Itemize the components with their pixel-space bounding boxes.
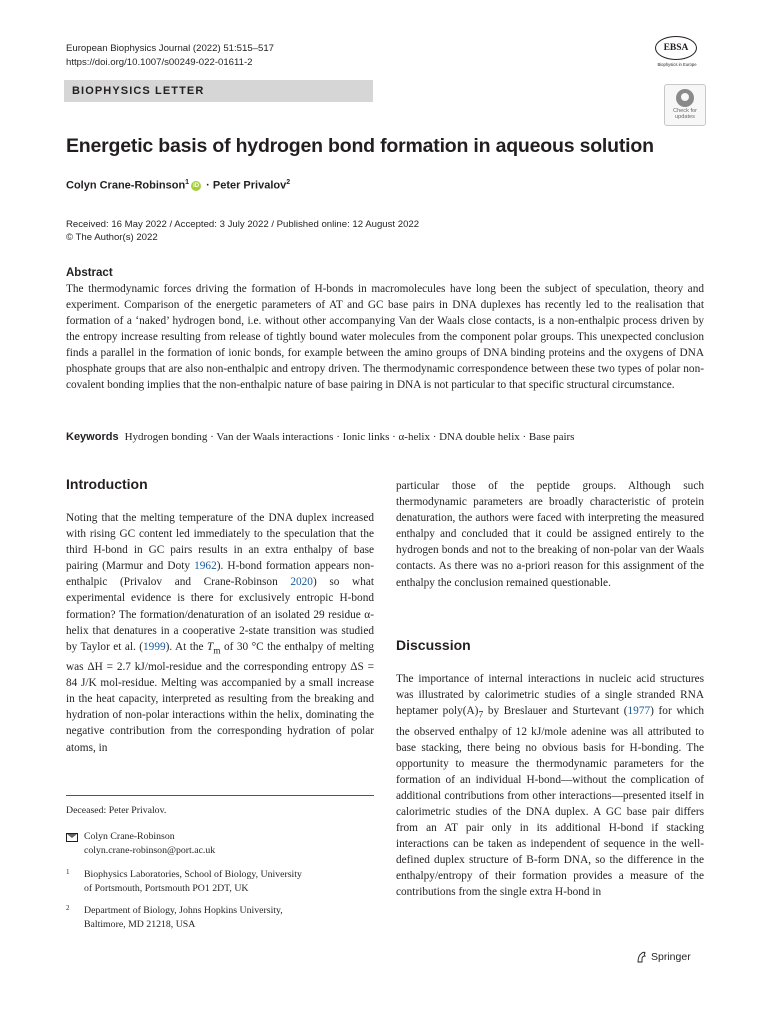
body-text: ). At the [165, 640, 207, 653]
ebsa-logo-tagline: Biophysics in Europe [657, 62, 697, 67]
orcid-icon[interactable]: iD [193, 182, 200, 189]
body-text: Noting that the melting temperature of the DNA duplex increased with rising GC content led immediately to the speculation that the third H-bond in GC pairs results in an extra enthalpy of base pairing (Marmur and Doty [66, 512, 374, 573]
affiliation-line: Baltimore, MD 21218, USA [84, 918, 196, 930]
author-list [66, 179, 290, 192]
subscript: 7 [478, 710, 484, 721]
author-name[interactable]: Colyn Crane-Robinson [66, 179, 186, 192]
article-title: Energetic basis of hydrogen bond formation in aqueous solution [66, 135, 654, 157]
introduction-continued: particular those of the peptide groups. Although such thermodynamic parameters are broadly characteristic of protein denaturation, the authors were faced with interpreting the measured enthalpy and concluded that it could be assigned entirely to the hydrogen bonds and not to the breaking of non-polar van der Waals contacts. As there was no a-priori reason for this assignment of the enthalpy the conclusion remained questionable. [396, 480, 704, 589]
affiliation-2 [84, 904, 283, 931]
keywords-heading: Keywords [66, 431, 119, 443]
abstract-heading: Abstract [66, 267, 113, 279]
body-text: The importance of internal interactions in nucleic acid structures was illustrated by calorimetric studies of a single stranded RNA heptamer poly(A) [396, 673, 704, 718]
tm-subscript: m [213, 646, 221, 656]
discussion-body [396, 671, 704, 901]
publication-dates: Received: 16 May 2022 / Accepted: 3 July 2022 / Published online: 12 August 2022 [66, 219, 420, 230]
ebsa-logo-text: EBSA [655, 36, 697, 60]
footnote-deceased: Deceased: Peter Privalov. [66, 805, 167, 816]
keywords-line [66, 431, 706, 443]
body-text: of 30 °C the enthalpy of melting was ΔH = 2.7 kJ/mol-residue and the corresponding entropy ΔS = 84 J/K mol-residue. Melting was accompanied by a small increase in the heat capacity, interpreted as resulting from the breaking and hydration of non-polar interactions within the helix, dominating the negative contribution from the corresponding hydration of polar atoms, in [66, 640, 374, 754]
affiliation-1 [84, 868, 302, 895]
citation-link[interactable]: 1999 [143, 640, 166, 653]
citation-link[interactable]: 1977 [627, 705, 651, 718]
keywords-list: Hydrogen bonding · Van der Waals interactions · Ionic links · α-helix · DNA double helix · Base pairs [124, 431, 575, 443]
publisher-name: Springer [651, 951, 691, 963]
springer-horse-icon [636, 951, 647, 963]
ebsa-logo [645, 34, 707, 72]
author-affiliation-marker: 2 [286, 179, 291, 186]
check-for-updates-badge[interactable] [664, 84, 706, 126]
author-separator: · [203, 179, 213, 192]
affiliation-line: Department of Biology, Johns Hopkins University, [84, 905, 283, 916]
citation-link[interactable]: 2020 [290, 576, 313, 589]
check-for-updates-label: Check for updates [673, 108, 697, 120]
update-icon [676, 89, 694, 107]
tm-symbol: T [206, 640, 214, 653]
author-affiliation-marker: 1 [185, 179, 190, 186]
footnote-divider [66, 795, 374, 796]
journal-citation: European Biophysics Journal (2022) 51:515–517 [66, 43, 275, 54]
introduction-heading: Introduction [66, 476, 148, 492]
publisher-logo [636, 951, 691, 963]
citation-link[interactable]: 1962 [194, 560, 217, 573]
copyright-notice: © The Author(s) 2022 [66, 232, 158, 243]
body-text: by Breslauer and Sturtevant ( [483, 705, 628, 718]
affiliation-number: 1 [66, 868, 70, 876]
body-text: ) for which the observed enthalpy of 12 kJ/mole adenine was all attributed to base stacking, there being no obvious basis for H-bonding. The opportunity to measure the thermodynamic parameters for the formation of an individual H-bond—without the complication of additional contributions from other interactions—presented itself in calorimetric studies of the DNA duplex. A GC base pair differs from an AT pair only in its additional H-bond if stacking interactions can be taken as independent of sequence in the well-defined duplex structure of B-form DNA, so the difference in the enthalpy/entropy of their formation provides a measure of the contributions from the single extra H-bond in [396, 705, 704, 899]
affiliation-line: of Portsmouth, Portsmouth PO1 2DT, UK [84, 882, 249, 894]
affiliation-line: Biophysics Laboratories, School of Biology, University [84, 869, 302, 880]
author-name[interactable]: Peter Privalov [212, 179, 287, 192]
doi-link[interactable]: https://doi.org/10.1007/s00249-022-01611-2 [66, 57, 253, 68]
introduction-body [66, 510, 374, 756]
corresponding-author [84, 830, 215, 857]
abstract-body: The thermodynamic forces driving the formation of H-bonds in macromolecules have long been the subject of speculation, theory and experiment. Comparison of the energetic parameters of AT and GC base pairs in DNA duplexes has recently led to the realisation that formation of a ‘naked’ hydrogen bond, i.e. without other accompanying Van der Waals close contacts, is a non-enthalpic process driven by the entropy increase resulting from release of tightly bound water molecules from the component polar groups. This unexpected conclusion finds a parallel in the formation of ionic bonds, for example between the amino groups of DNA binding proteins and the oxygens of DNA phosphate groups that are also non-enthalpic and entropy driven. The thermodynamic correspondence between these two types of polar non-covalent bonding implies that the non-enthalpic nature of base pairing in DNA is not particular to that specific structural circumstance. [66, 283, 704, 391]
contact-name: Colyn Crane-Robinson [84, 831, 175, 842]
section-banner: BIOPHYSICS LETTER [64, 80, 373, 102]
discussion-heading: Discussion [396, 637, 471, 653]
contact-email[interactable]: colyn.crane-robinson@port.ac.uk [84, 844, 216, 856]
affiliation-number: 2 [66, 904, 70, 912]
body-text: ). H-bond formation appears non-enthalpic (Privalov and Crane-Robinson [66, 560, 375, 589]
body-text: ) so what experimental evidence is there for exclusively entropic H-bond formation? The formation/denaturation of an isolated 29 residue α-helix that denatures in a cooperative 2-state transition was studied by Taylor et al. ( [66, 576, 374, 653]
mail-icon [66, 833, 78, 842]
